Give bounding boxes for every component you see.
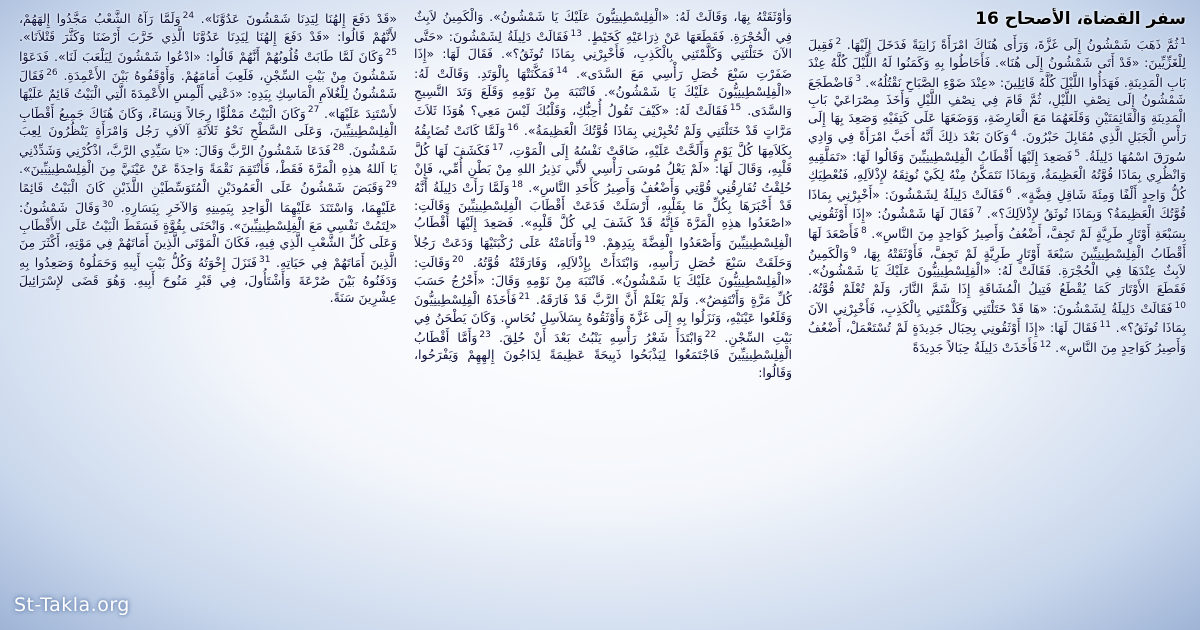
verse-number: 25 <box>385 48 397 59</box>
verse-text: وَأَنَامَتْهُ عَلَى رُكْبَتَيْهَا وَدَعَتْ رَجُلاً وَحَلَقَتْ سَبْعَ خُصَلِ رَأْسِهِ، وَابْتَدَأَتْ بِإِذْلاَلِهِ، وَفَارَقَتْهُ قُوَّتُهُ. <box>414 235 792 270</box>
verse-number: 14 <box>556 65 568 76</box>
text-column-2 <box>414 8 792 608</box>
verse-text: فَقِيلَ لِلْغَزِّيِّينَ: «قَدْ أَتَى شَمْشُونُ إِلَى هُنَا». فَأَحَاطُوا بِهِ وَكَمَنُوا لَهُ اللَّيْلَ كُلَّهُ عِنْدَ بَابِ الْمَدِينَةِ. فَهَدَأُوا اللَّيْلَ كُلَّهُ قَائِلِينَ: «عِنْدَ ضَوْءِ الصَّبَاحِ نَقْتُلُهُ». <box>808 37 1186 90</box>
verse-text: وَلَمَّا رَأَتْ دَلِيلَةُ أَنَّهُ قَدْ أَخْبَرَهَا بِكُلِّ مَا بِقَلْبِهِ، أَرْسَلَتْ فَدَعَتْ أَقْطَابَ الْفِلِسْطِينِيِّينَ وَقَالَتِ: «اصْعَدُوا هذِهِ الْمَرَّةَ فَإِنَّهُ قَدْ كَشَفَ لِي كُلَّ قَلْبِهِ». فَصَعِدَ إِلَيْهَا أَقْطَابُ الْفِلِسْطِينِيِّينَ وَأَصْعَدُوا الْفِضَّةَ بِيَدِهِمْ. <box>414 180 792 251</box>
verse-text: فَقَالَتْ دَلِيلَةُ لِشَمْشُونَ: «هَا قَدْ خَتَلْتَنِي وَكَلَّمْتَنِي بِالْكَذِبِ، فَأَخْبِرْنِي الآنَ بِمَاذَا تُوثَقُ؟». <box>808 300 1186 336</box>
verse <box>19 143 397 176</box>
verse-number: 9 <box>850 245 857 256</box>
verse-text: وَلَمَّا كَانَتْ تُضَايِقُهُ بِكَلاَمِهَا كُلَّ يَوْمٍ وَأَلَحَّتْ عَلَيْهِ، ضَاقَتْ نَفْسُهُ إِلَى الْمَوْتِ، <box>414 123 792 158</box>
verse-number: 21 <box>518 292 531 303</box>
verse-number: 3 <box>855 74 862 85</box>
verse-text: وَكَانَ الْبَيْتُ مَمْلُوًّا رِجَالاً وَنِسَاءً، وَكَانَ هُنَاكَ جَمِيعُ أَقْطَابِ الْفِلِسْطِينِيِّينَ، وَعَلَى السَّطْحِ نَحْوُ ثَلاَثَةِ آلاَفِ رَجُل وَامْرَأَةٍ يَنْظُرُونَ لِعِبَ شَمْشُونَ. <box>19 105 397 158</box>
verse-text: فَقَالَ لَهَا: «إِذَا أَوْثَقُونِي بِحِبَال جَدِيدَةٍ لَمْ تُسْتَعْمَلْ، أَضْعُفُ وَأَصِيرُ كَوَاحِدٍ مِنَ النَّاسِ». <box>808 320 1186 356</box>
site-watermark: St-Takla.org <box>14 594 130 616</box>
verse-text: فَأَصْعَدَ لَهَا أَقْطَابُ الْفِلِسْطِينِيِّينَ سَبْعَةَ أَوْتَارٍ طَرِيَّةٍ لَمْ تَجِفَّ، فَأَوْثَقَتْهُ بِهَا، <box>808 226 1186 261</box>
verse-text: فَقَالَتْ لَهُ: «كَيْفَ تَقُولُ أُحِبُّكِ، وَقَلْبُكَ لَيْسَ مَعِي؟ هُوَذَا ثَلاَثَ مَرَّاتٍ قَدْ خَتَلْتَنِي وَلَمْ تُخْبِرْنِي بِمَاذَا قُوَّتُكَ الْعَظِيمَةُ». <box>414 103 792 139</box>
verse-number: 13 <box>570 28 582 39</box>
verse-number: 11 <box>1099 320 1111 331</box>
verse-text: فَنَزَلَ إِخْوَتُهُ وَكُلُّ بَيْتِ أَبِيهِ وَحَمَلُوهُ وَصَعِدُوا بِهِ وَدَفَنُوهُ بَيْنَ صُرْعَةَ وَأَشْتَأُولَ، فِي قَبْرِ مَنُوحَ أَبِيهِ. وَهُوَ قَضَى لإِسْرَائِيلَ عِشْرِينَ سَنَةً. <box>19 254 397 306</box>
verse-number: 27 <box>307 105 320 116</box>
verse-text: وَلَمَّا رَآهُ الشَّعْبُ مَجَّدُوا إِلهَهُمْ، لأَنَّهُمْ قَالُوا: «قَدْ دَفَعَ إِلهُنَا لِيَدِنَا عَدُوَّنَا الَّذِي خَرَّبَ أَرْضَنَا وَكَثَّرَ قَتْلاَنَا». <box>19 11 397 44</box>
verse-number: 17 <box>492 142 504 153</box>
verse-text: فَصَعِدَ إِلَيْهَا أَقْطَابُ الْفِلِسْطِينِيِّينَ وَقَالُوا لَهَا: «تَمَلَّقِيهِ وَانْظُرِي بِمَاذَا قُوَّتُهُ الْعَظِيمَةُ، وَبِمَاذَا نَتَمَكَّنُ مِنْهُ لِكَيْ نُوثِقَهُ لإِذْلاَلِهِ، فَنُعْطِيَكِ كُلُّ وَاحِدٍ أَلْفًا وَمِئَةَ شَاقِلِ فِضَّةٍ». <box>808 149 1186 202</box>
verse-text: وَأَمَّا أَقْطَابُ الْفِلِسْطِينِيِّينَ فَاجْتَمَعُوا لِيَذْبَحُوا ذَبِيحَةً عَظِيمَةً لِدَاجُونَ إِلهِهِمْ وَيَفْرَحُوا، وَقَالُوا: <box>414 329 792 380</box>
verse-number: 28 <box>332 142 345 153</box>
verse-number: 10 <box>1174 300 1186 311</box>
chapter-title: سفر القضاة، الأصحاح 16 <box>975 9 1186 29</box>
verse-text: وَقَالَ شَمْشُونُ: «لِتَمُتْ نَفْسِي مَعَ الْفِلِسْطِينِيِّينَ». وَانْحَنَى بِقُوَّةٍ فَسَقَطَ الْبَيْتُ عَلَى الأَقْطَابِ وَعَلَى كُلِّ الشَّعْبِ الَّذِي فِيهِ، فَكَانَ الْمَوْتَى الَّذِينَ أَمَاتَهُمْ فِي مَوْتِهِ، أَكْثَرَ مِنَ الَّذِينَ أَمَاتَهُمْ فِي حَيَاتِهِ. <box>19 200 397 270</box>
verse-text: فَدَعَا شَمْشُونُ الرَّبَّ وَقَالَ: «يَا سَيِّدِي الرَّبَّ، اذْكُرْنِي وَشَدِّدْنِي يَا اَللهُ هذِهِ الْمَرَّةَ فَقَطْ، فَأَنْتَقِمَ نَقْمَةً وَاحِدَةً عَنْ عَيْنَيَّ مِنَ الْفِلِسْطِينِيِّينَ». <box>19 142 397 176</box>
verse-number: 22 <box>704 329 717 340</box>
verse-number: 5 <box>1074 149 1081 160</box>
verse-text: فَكَشَفَ لَهَا كُلَّ قَلْبِهِ، وَقَالَ لَهَا: «لَمْ يَعْلُ مُوسَى رَأْسِي لأَنِّي نَذِيرُ اللهِ مِنْ بَطْنِ أُمِّي، فَإِنْ حُلِقْتُ تُفَارِقُنِي قُوَّتِي وَأَضْعُفُ وَأَصِيرُ كَأَحَدِ النَّاسِ». <box>414 142 792 196</box>
verse-number: 24 <box>182 11 195 21</box>
verse-number: 23 <box>479 329 491 340</box>
verse <box>499 330 716 345</box>
verse-text: فَقَالَ لَهَا شَمْشُونُ: «إِذَا أَوْثَقُونِي بِسَبْعَةِ أَوْتَارٍ طَرِيَّةٍ لَمْ تَجِفَّ، أَضْعُفُ وَأَصِيرُ كَوَاحِدٍ مِنَ النَّاسِ». <box>808 206 1186 242</box>
verse-text: وَالْكَمِينُ لاَبِثٌ عِنْدَهَا فِي الْحُجْرَةِ. فَقَالَتْ لَهُ: «الْفِلِسْطِينِيُّونَ عَلَيْكَ يَا شَمْشُونُ». فَقَطَعَ الأَوْتَارَ كَمَا يُقْطَعُ فَتِيلُ الْمُشَاقَةِ إِذَا شَمَّ النَّارَ، وَلَمْ تُعْلَمْ قُوَّتُهُ. <box>808 245 1186 296</box>
verse-number: 16 <box>507 123 519 134</box>
text-column-3 <box>19 8 397 608</box>
verse-text: وَقَالَتِ: «الْفِلِسْطِينِيُّونَ عَلَيْكَ يَا شَمْشُونُ». فَانْتَبَهَ مِنْ نَوْمِهِ وَقَالَ: «أَخْرُجُ حَسَبَ كُلِّ مَرَّةٍ وَأَنْتَفِضُ». وَلَمْ يَعْلَمْ أَنَّ الرَّبَّ قَدْ فَارَقَهُ. <box>414 254 792 308</box>
verse-number: 29 <box>385 180 397 191</box>
verse-text: وَكَانَ بَعْدَ ذلِكَ أَنَّهُ أَحَبَّ امْرَأَةً فِي وَادِي سُورَقَ اسْمُهَا دَلِيلَةُ. <box>808 129 1186 165</box>
verse-text: وَكَانَ لَمَّا طَابَتْ قُلُوبُهُمْ أَنَّهُمْ قَالُوا: «ادْعُوا شَمْشُونَ لِيَلْعَبَ لَنَا». فَدَعَوْا شَمْشُونَ مِنْ بَيْتِ السِّجْنِ، فَلَعِبَ أَمَامَهُمْ. وَأَوْقَفُوهُ بَيْنَ الأَعْمِدَةِ. <box>19 48 397 84</box>
verse <box>913 340 1052 355</box>
verse-number: 15 <box>729 103 742 114</box>
verse-number: 30 <box>101 199 114 210</box>
verse-text: فَأَخَذَتْ دَلِيلَةُ حِبَالاً جَدِيدَةً <box>912 340 1038 356</box>
verse-number: 12 <box>1039 340 1052 351</box>
verse-number: 2 <box>835 37 842 47</box>
text-column-1 <box>808 8 1186 608</box>
verse-text: فَمَكَّنَتْهَا بِالْوَتَدِ. وَقَالَتْ لَهُ: «الْفِلِسْطِينِيُّونَ عَلَيْكَ يَا شَمْشُونُ». فَانْتَبَهَ مِنْ نَوْمِهِ وَقَلَعَ وَتَدَ النَّسِيجِ وَالسَّدَى. <box>414 66 792 119</box>
verse-number: 19 <box>584 235 596 246</box>
verse-text: وَقَبَضَ شَمْشُونُ عَلَى الْعَمُودَيْنِ الْمُتَوَسِّطَيْنِ اللَّذَيْنِ كَانَ الْبَيْتُ قَائِمًا عَلَيْهِمَا، وَاسْتَنَدَ عَلَيْهِمَا الْوَاحِدِ بِيَمِينِهِ وَالآخَرِ بِيَسَارِهِ. <box>19 180 397 216</box>
verse-text: فَأَخَذَهُ الْفِلِسْطِينِيُّونَ وَقَلَعُوا عَيْنَيْهِ، وَنَزَلُوا بِهِ إِلَى غَزَّةَ وَأَوْثَقُوهُ بِسَلاَسِلِ نُحَاسٍ. وَكَانَ يَطْحَنُ فِي بَيْتِ السِّجْنِ. <box>414 292 792 345</box>
verse-number: 26 <box>46 68 58 79</box>
verse-text: «قَدْ دَفَعَ إِلهُنَا لِيَدِنَا شَمْشُونَ عَدُوَّنَا». <box>200 11 397 27</box>
verse <box>201 11 397 26</box>
verse-number: 7 <box>976 206 982 217</box>
verse-text: فَقَالَتْ دَلِيلَةُ لِشَمْشُونَ: «أَخْبِرْنِي بِمَاذَا قُوَّتُكَ الْعَظِيمَةُ؟ وَبِمَاذَا تُوثَقُ لإِذْلاَلِكَ؟». <box>808 186 1186 222</box>
verse-number: 8 <box>860 225 867 236</box>
verse-number: 18 <box>511 180 523 191</box>
verse <box>19 49 397 84</box>
verse-text: وَأَوْثَقَتْهُ بِهَا، وَقَالَتْ لَهُ: «الْفِلِسْطِينِيُّونَ عَلَيْكَ يَا شَمْشُونُ». وَالْكَمِينُ لاَبِثٌ فِي الْحُجْرَةِ. فَقَطَعَهَا عَنْ ذِرَاعَيْهِ كَخَيْطٍ. <box>414 9 792 44</box>
verse-number: 20 <box>452 254 464 265</box>
verse-number: 31 <box>259 254 271 265</box>
verse-text: فَقَالَتْ دَلِيلَةُ لِشَمْشُونَ: «حَتَّى الآنَ خَتَلْتَنِي وَكَلَّمْتَنِي بِالْكَذِبِ، فَأَخْبِرْنِي بِمَاذَا تُوثَقُ؟». فَقَالَ لَهَا: «إِذَا ضَفَرْتِ سَبْعَ خُصَلِ رَأْسِي مَعَ السَّدَى». <box>414 28 792 82</box>
verse-text: فَقَالَ شَمْشُونُ لِلْغُلاَمِ الْمَاسِكِ بِيَدِهِ: «دَعْنِي أَلْمِسِ الأَعْمِدَةَ الَّتِي الْبَيْتُ قَائِمٌ عَلَيْهَا لأَسْتَنِدَ عَلَيْهَا». <box>19 68 397 121</box>
verse-number: 1 <box>1180 37 1186 47</box>
verse-number: 4 <box>1011 129 1017 140</box>
verse <box>847 37 1186 52</box>
verse-number: 6 <box>1006 186 1012 197</box>
chapter-page <box>10 8 1190 622</box>
verse-text: فَاضْطَجَعَ شَمْشُونُ إِلَى نِصْفِ اللَّيْلِ، ثُمَّ قَامَ فِي نِصْفِ اللَّيْلِ وَأَخَذَ مِصْرَاعَيْ بَابِ الْمَدِينَةِ وَالْقَائِمَتَيْنِ وَقَلَعَهُمَا مَعَ الْعَارِضَةِ، وَوَضَعَهَا عَلَى كَتِفَيْهِ وَصَعِدَ بِهَا إِلَى رَأْسِ الْجَبَلِ الَّذِي مُقَابِلَ حَبْرُونَ. <box>808 74 1186 145</box>
verse-text: ثُمَّ ذَهَبَ شَمْشُونُ إِلَى غَزَّةَ، وَرَأَى هُنَاكَ امْرَأَةً زَانِيَةً فَدَخَلَ إِلَيْهَا. <box>846 37 1179 53</box>
verse-text: وَابْتَدَأَ شَعْرُ رَأْسِهِ يَنْبُتُ بَعْدَ أَنْ حُلِقَ. <box>498 329 703 345</box>
